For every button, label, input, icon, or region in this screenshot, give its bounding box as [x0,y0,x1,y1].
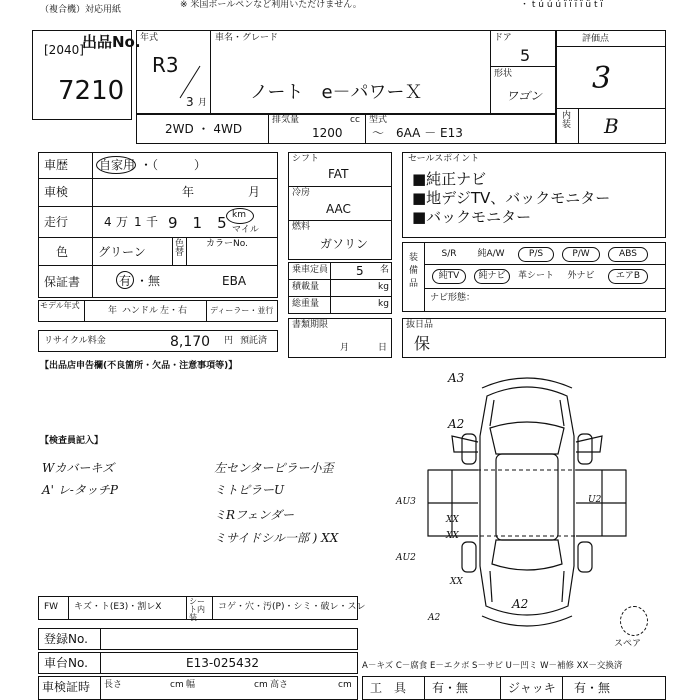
chassis-label: 車台No. [44,656,88,670]
tools-label: 工 具 [370,681,407,695]
load-label: 積載量 [292,282,320,292]
model-year-unit: 年 [108,306,118,316]
capacity-value: 5 [356,264,364,278]
inspection-month-unit: 月 [248,185,261,199]
selling-item-1: ■純正ナビ [412,170,487,188]
displacement-label: 排気量 [272,115,300,125]
inspection-year-unit: 年 [182,185,195,199]
month-unit: 月 [198,98,208,108]
recycle-note: 預託済 [240,336,268,346]
load-unit: kg [378,282,389,292]
shape-value: ワゴン [506,89,543,103]
warranty-yes: 有 [119,274,132,288]
lot-stamp: [2040] [44,43,84,57]
remark-right-1: 左センターピラー小歪 [214,461,334,475]
tools-value: 有・無 [432,681,469,695]
mileage-rest: 9 1 5 [168,214,227,232]
cert-length-label: 長さ [104,680,123,690]
model-label: 型式 [369,115,388,125]
cold-box [402,318,666,358]
weight-label: 総重量 [292,299,320,309]
cold-value: 保 [414,334,431,353]
cert-height-unit: cm [338,680,352,690]
km-label: km [232,210,246,220]
remark-right-2: ミトピラーU [214,483,285,497]
fuel-label: 燃料 [292,222,311,232]
color-change-label: 色替 [175,239,185,258]
doc-label: 書類期限 [292,320,329,330]
equip-abs: ABS [608,247,648,262]
chassis-value: E13-025432 [186,656,259,670]
drive-value: 2WD ・ 4WD [165,122,243,136]
equip-tv: 純TV [432,269,466,284]
ac-label: 冷房 [292,188,311,198]
mileage-sen: 1 [134,215,142,229]
model-year-label: モデル年式 [40,301,80,310]
model-value: 6AA － E13 [396,126,463,140]
cert-label: 車検証時 [42,680,91,694]
remarks-label: 【出品店申告欄(不良箇所・欠品・注意事項等)】 [40,361,238,371]
year-value: R3 [152,53,179,77]
history-label: 車歴 [44,158,69,172]
dmg-a2-left: A2 [428,613,441,623]
recycle-label: リサイクル料金 [44,336,106,346]
header-right: ・ t ú ú ú ï ï ï ï ü t ï [520,0,603,10]
color-value: グリーン [98,245,146,259]
equip-leather: 革シート [517,271,554,281]
equip-ext-navi: 外ナビ [567,271,595,281]
color-label: 色 [56,245,69,259]
reg-label: 登録No. [44,632,88,646]
dmg-a2-bottom: A2 [512,597,529,611]
door-value: 5 [520,46,531,65]
selling-label: セールスポイント [408,154,480,164]
name-value: ノート e－パワーＸ [250,82,423,103]
spare-tire-icon [620,606,648,636]
remark-right-4: ミサイドシル一部 ) XX [214,531,339,545]
seat-label: シート内装 [189,597,205,622]
fw-label: FW [44,602,59,612]
inspector-label: 【検査員記入】 [40,436,104,446]
selling-item-3: ■バックモニター [412,208,532,226]
warranty-label: 保証書 [44,275,81,289]
dmg-au3: AU3 [396,497,416,507]
dmg-xx-1: XX [446,515,459,525]
shape-label: 形状 [494,69,513,79]
dmg-a3: A3 [448,371,465,385]
dmg-u2: U2 [588,495,602,505]
handle-label: ハンドル [122,306,159,316]
handle-value: 左・右 [160,306,188,316]
weight-unit: kg [378,299,389,309]
dealer-label: ディーラー・並行 [210,306,274,315]
mileage-man: 4 [104,215,112,229]
lot-number: 7210 [58,76,125,106]
jack-label: ジャッキ [508,681,556,695]
month-value: 3 [186,95,194,109]
equip-airbag: エアB [608,269,648,284]
mileage-label: 走行 [44,215,69,229]
capacity-label: 乗車定員 [292,265,329,275]
shift-label: シフト [292,154,320,164]
selling-item-2: ■地デジTV、バックモニター [412,189,611,207]
fw-items: キズ・ト(E3)・割レX [74,602,162,612]
recycle-amount: 8,170 [170,334,211,350]
equip-pw: P/W [562,247,600,262]
header-left: （複合機）対応用紙 [40,5,122,15]
legend-text: A－キズ C－腐食 E－エクボ S－サビ U－凹ミ W－補修 XX－交換済 [362,661,623,671]
cert-height-label: 高さ [270,680,289,690]
interior-label: 内装 [562,111,572,130]
shift-value: FAT [328,167,349,181]
grade-score: 3 [592,61,612,96]
ac-value: AAC [326,202,351,216]
remark-left-2: A' レ-タッチP [42,483,118,497]
year-label: 年式 [140,33,159,43]
recycle-unit: 円 [224,336,234,346]
model-prefix: ～ [372,126,385,140]
warranty-rest: ・無 [136,274,161,288]
navi-label: ナビ形態： [430,293,476,303]
doc-day: 日 [378,343,388,353]
dmg-xx-rear: XX [450,577,463,587]
seat-items: コゲ・穴・汚(P)・シミ・破レ・スレ [218,602,366,612]
name-label: 車名・グレード [215,33,279,43]
door-label: ドア [494,33,512,43]
year-slash [176,62,206,102]
mileage-sen-unit: 千 [146,215,159,229]
cert-length-unit: cm [170,680,184,690]
spare-label: スペア [614,639,642,649]
displacement-unit: cc [350,115,360,125]
displacement-value: 1200 [312,126,343,140]
inspection-label: 車検 [44,185,69,199]
cert-width-unit: cm [254,680,268,690]
history-rest: ・（ ） [140,158,207,172]
cert-width-label: 幅 [186,680,196,690]
dmg-a2-top: A2 [448,417,465,431]
jack-value: 有・無 [574,681,611,695]
grade-label: 評価点 [582,34,610,44]
equip-navi: 純ナビ [474,269,510,284]
equipment-label: 装備品 [409,253,419,289]
equip-alloy: 純A/W [477,249,505,259]
interior-value: B [604,114,619,138]
equip-ps: P/S [518,247,554,262]
car-diagram [392,366,662,636]
remark-left-1: Wカバーキズ [42,461,115,475]
doc-month: 月 [340,343,350,353]
equip-sr: S/R [441,249,457,259]
dmg-au2: AU2 [396,553,416,563]
color-no-label: カラーNo. [206,239,248,249]
color-no-value: EBA [222,274,247,288]
fuel-value: ガソリン [320,237,369,251]
history-value: 自家用 [99,158,136,172]
header-note: ※ 米国ボールペンなど利用いただけません。 [180,0,362,10]
mileage-man-unit: 万 [116,215,129,229]
dmg-xx-2: XX [446,531,459,541]
cold-label: 抜日品 [406,320,434,330]
capacity-unit: 名 [380,265,390,275]
lot-label: 出品No. [82,33,141,51]
mile-label: マイル [232,225,259,235]
remark-right-3: ミRフェンダー [214,508,294,522]
